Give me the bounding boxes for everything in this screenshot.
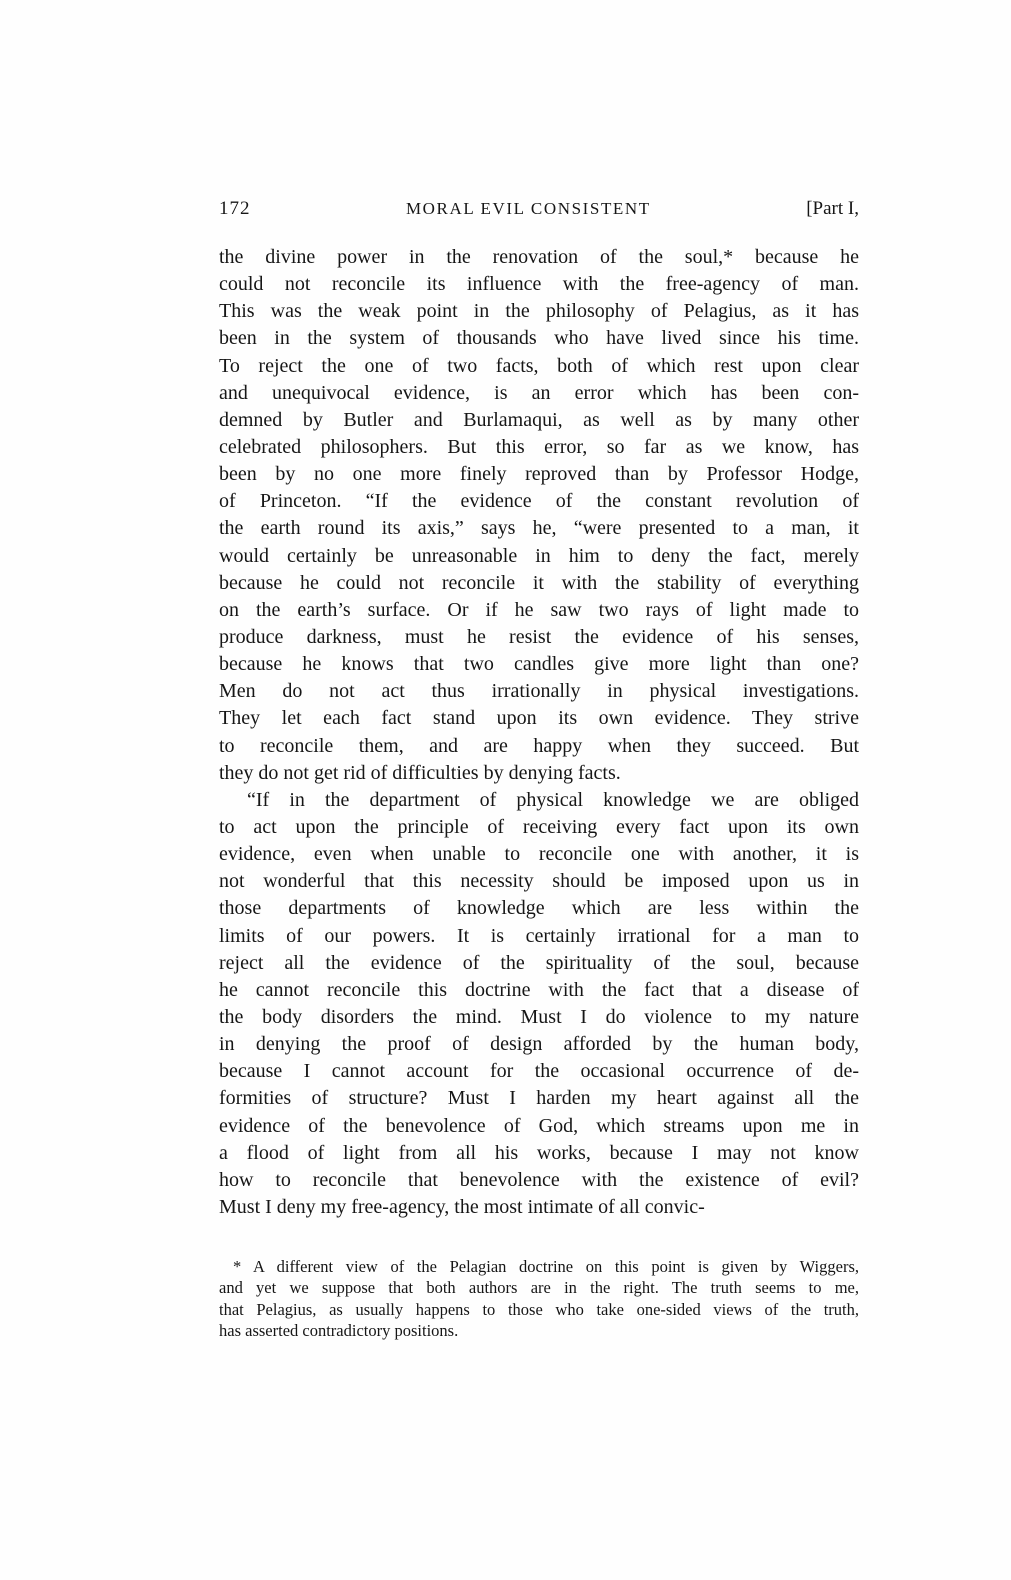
text-line: on the earth’s surface. Or if he saw two rays of light made to — [219, 598, 859, 621]
text-line: been in the system of thousands who have lived since his time. — [219, 327, 859, 350]
text-line: Men do not act thus irrationally in physical investigations. — [219, 680, 859, 703]
text-line: demned by Butler and Burlamaqui, as well as by many other — [219, 408, 859, 431]
text-line: produce darkness, must he resist the evidence of his senses, — [219, 625, 859, 648]
text-line: to act upon the principle of receiving every fact upon its own — [219, 815, 859, 838]
text-line: evidence, even when unable to reconcile one with another, it is — [219, 843, 859, 866]
text-line: been by no one more finely reproved than by Professor Hodge, — [219, 463, 859, 486]
text-line: and yet we suppose that both authors are in the right. The truth seems to me, — [219, 1278, 859, 1298]
text-line: they do not get rid of difficulties by denying facts. — [219, 761, 621, 784]
part-label: [Part I, — [806, 198, 859, 219]
text-line: the divine power in the renovation of the soul,* because he — [219, 246, 859, 268]
text-line: because I cannot account for the occasional occurrence of de- — [219, 1060, 859, 1083]
body-text — [219, 244, 859, 1221]
text-line: “If in the department of physical knowledge we are obliged — [247, 788, 859, 811]
text-line: celebrated philosophers. But this error, so far as we know, has — [219, 435, 859, 458]
page-number: 172 — [219, 198, 251, 219]
text-line: he cannot reconcile this doctrine with the fact that a disease of — [219, 978, 859, 1001]
text-line: because he knows that two candles give more light than one? — [219, 653, 859, 676]
paragraph-1 — [219, 244, 859, 787]
text-line: how to reconcile that benevolence with the existence of evil? — [219, 1168, 859, 1191]
text-line: could not reconcile its influence with the free-agency of man. — [219, 273, 859, 296]
text-line: because he could not reconcile it with the stability of everything — [219, 571, 859, 594]
text-line: They let each fact stand upon its own evidence. They strive — [219, 707, 859, 730]
text-line: and unequivocal evidence, is an error which has been con- — [219, 381, 859, 404]
text-line: reject all the evidence of the spirituality of the soul, because — [219, 951, 859, 974]
text-line: would certainly be unreasonable in him to deny the fact, merely — [219, 544, 859, 567]
footnote — [219, 1256, 859, 1342]
text-line: the body disorders the mind. Must I do violence to my nature — [219, 1005, 859, 1028]
text-line: a flood of light from all his works, because I may not know — [219, 1141, 859, 1164]
text-line: of Princeton. “If the evidence of the constant revolution of — [219, 490, 859, 513]
text-line: * A different view of the Pelagian doctrine on this point is given by Wiggers, — [233, 1257, 859, 1276]
text-line: has asserted contradictory positions. — [219, 1321, 459, 1341]
text-line: those departments of knowledge which are less within the — [219, 897, 859, 920]
text-line: limits of our powers. It is certainly irrational for a man to — [219, 924, 859, 947]
paragraph-2 — [219, 787, 859, 1221]
running-title: MORAL EVIL CONSISTENT — [405, 199, 651, 218]
text-line: in denying the proof of design afforded by the human body, — [219, 1033, 859, 1056]
text-line: Must I deny my free-agency, the most intimate of all convic- — [219, 1195, 705, 1218]
text-line: formities of structure? Must I harden my heart against all the — [219, 1087, 859, 1110]
text-line: the earth round its axis,” says he, “were presented to a man, it — [219, 517, 859, 540]
text-line: To reject the one of two facts, both of which rest upon clear — [219, 354, 859, 377]
text-line: not wonderful that this necessity should be imposed upon us in — [219, 870, 859, 893]
text-line: This was the weak point in the philosophy of Pelagius, as it has — [219, 300, 859, 323]
page-header — [219, 198, 859, 220]
text-line: to reconcile them, and are happy when they succeed. But — [219, 734, 859, 757]
text-line: evidence of the benevolence of God, which streams upon me in — [219, 1114, 859, 1137]
text-line: that Pelagius, as usually happens to those who take one-sided views of the truth, — [219, 1299, 859, 1319]
